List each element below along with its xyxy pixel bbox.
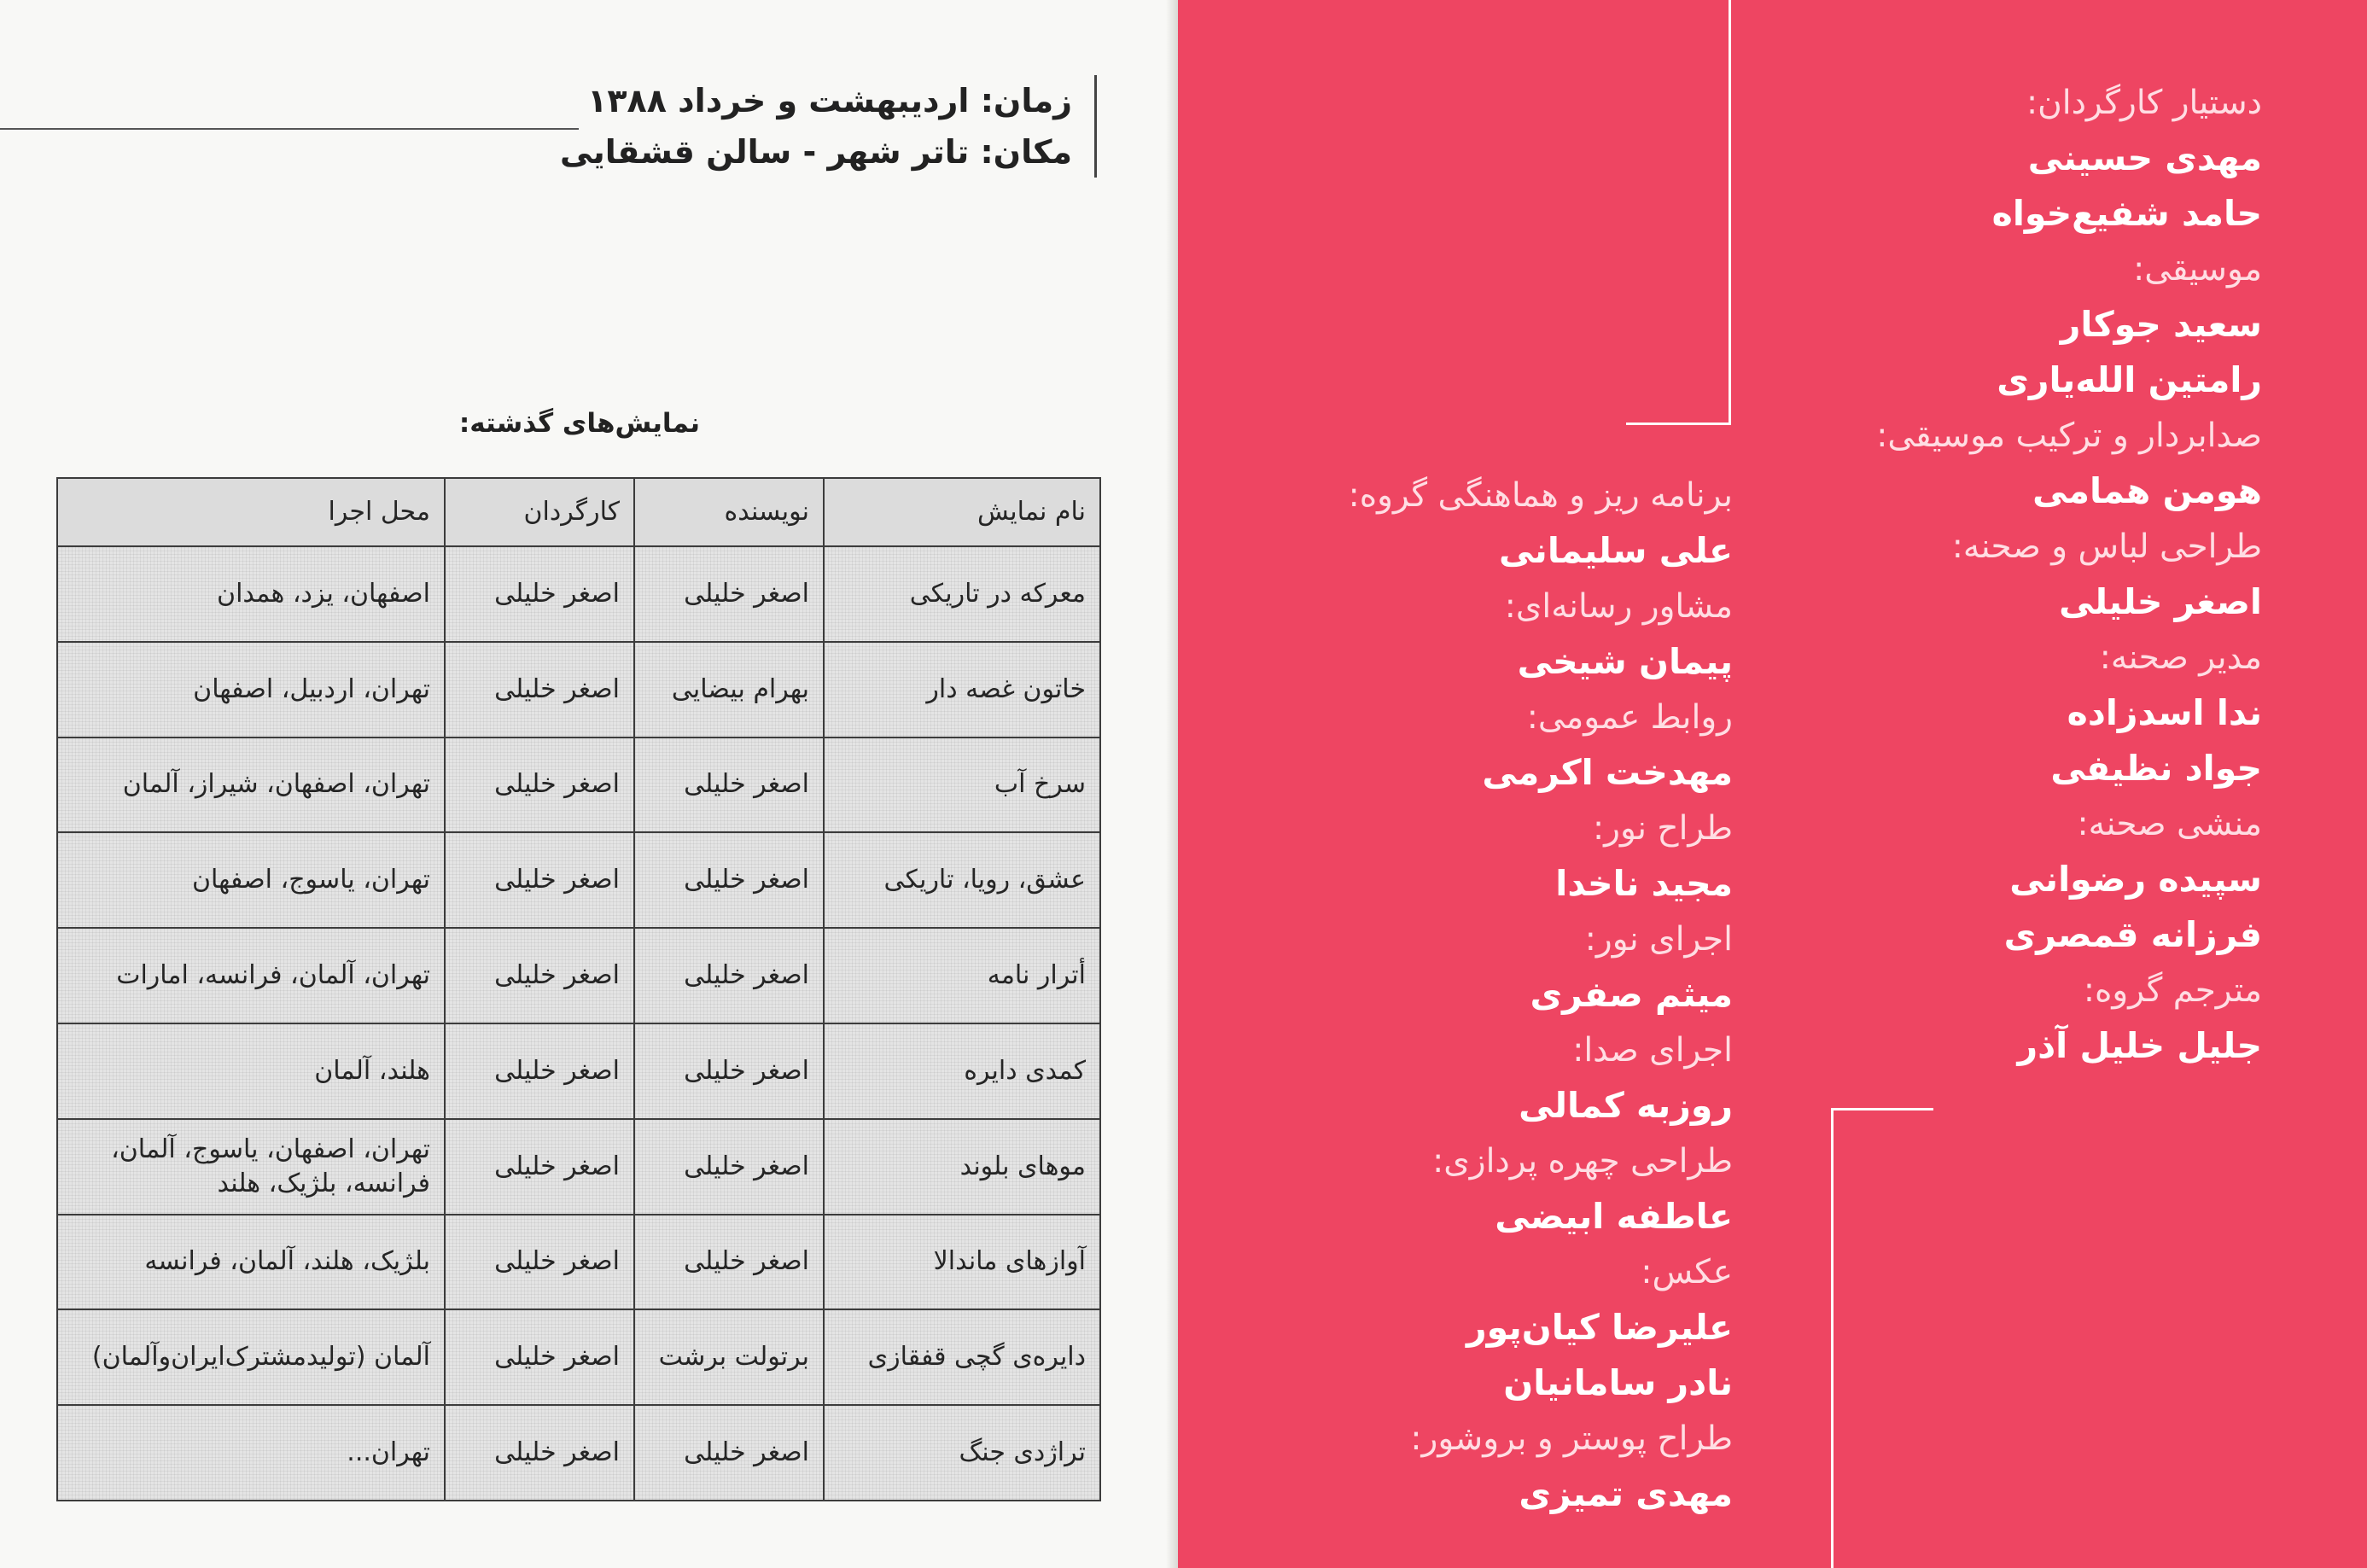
credit-role: صدابردار و ترکیب موسیقی:: [1876, 417, 2262, 455]
table-cell: تهران، اردبیل، اصفهان: [57, 642, 445, 737]
performance-time: زمان: اردیبهشت و خرداد ۱۳۸۸: [587, 82, 1072, 119]
table-row: [57, 642, 1100, 737]
performance-place: مکان: تاتر شهر - سالن قشقایی: [560, 133, 1072, 171]
credit-role: مشاور رسانه‌ای:: [1504, 587, 1733, 626]
table-cell: اصغر خلیلی: [634, 546, 824, 642]
column-header: محل اجرا: [57, 478, 445, 546]
table-cell: آوازهای ماندالا: [824, 1215, 1100, 1310]
past-shows-body: [57, 546, 1100, 1501]
table-cell: اصغر خلیلی: [634, 1215, 824, 1310]
table-row: [57, 1309, 1100, 1405]
table-cell: اصغر خلیلی: [445, 1215, 634, 1310]
divider-line: [1831, 1108, 1834, 1568]
table-row: [57, 1023, 1100, 1119]
table-cell: اصغر خلیلی: [634, 928, 824, 1023]
credit-name: هومن همامی: [2032, 470, 2262, 511]
table-cell: کمدی دایره: [824, 1023, 1100, 1119]
table-cell: اصغر خلیلی: [634, 737, 824, 833]
table-cell: تراژدی جنگ: [824, 1405, 1100, 1501]
credit-name: اصغر خلیلی: [2059, 581, 2262, 622]
table-cell: اصفهان، یزد، همدان: [57, 546, 445, 642]
left-page: [0, 0, 1176, 1568]
table-cell: تهران، اصفهان، شیراز، آلمان: [57, 737, 445, 833]
credit-name: فرزانه قمصری: [2003, 914, 2262, 955]
table-cell: اصغر خلیلی: [445, 642, 634, 737]
column-header: نام نمایش: [824, 478, 1100, 546]
divider-line: [1831, 1108, 1933, 1110]
performance-info: [560, 75, 1097, 178]
table-cell: اصغر خلیلی: [634, 832, 824, 928]
table-cell: اصغر خلیلی: [445, 832, 634, 928]
credit-name: مهدخت اکرمی: [1482, 752, 1733, 793]
table-cell: هلند، آلمان: [57, 1023, 445, 1119]
table-cell: اصغر خلیلی: [445, 546, 634, 642]
table-cell: اصغر خلیلی: [445, 1309, 634, 1405]
table-cell: موهای بلوند: [824, 1119, 1100, 1215]
top-rule: [0, 128, 579, 130]
credit-name: پیمان شیخی: [1517, 641, 1733, 682]
credit-name: حامد شفیع‌خواه: [1991, 193, 2262, 234]
past-shows-table: [56, 477, 1101, 1501]
table-cell: آلمان (تولیدمشترک‌ایران‌وآلمان): [57, 1309, 445, 1405]
credits-column-left: [1110, 468, 1733, 1522]
credit-role: دستیار کارگردان:: [2026, 84, 2262, 122]
divider-line: [1729, 0, 1731, 425]
table-row: [57, 832, 1100, 928]
table-cell: اصغر خلیلی: [445, 928, 634, 1023]
divider-line: [1626, 423, 1731, 425]
table-cell: بلژیک، هلند، آلمان، فرانسه: [57, 1215, 445, 1310]
table-row: [57, 1215, 1100, 1310]
table-cell: تهران، یاسوج، اصفهان: [57, 832, 445, 928]
credit-role: مترجم گروه:: [2083, 971, 2262, 1010]
credit-name: رامتین الله‌یاری: [1997, 359, 2262, 400]
table-header-row: [57, 478, 1100, 546]
credit-name: مهدی حسینی: [2027, 137, 2262, 178]
credit-role: طراحی لباس و صحنه:: [1951, 528, 2262, 566]
table-cell: أترار نامه: [824, 928, 1100, 1023]
credits-column-right: [1784, 75, 2262, 1074]
table-cell: اصغر خلیلی: [445, 1023, 634, 1119]
table-row: [57, 1119, 1100, 1215]
credit-role: مدیر صحنه:: [2099, 638, 2262, 677]
table-cell: عشق، رویا، تاریکی: [824, 832, 1100, 928]
credit-name: علی سلیمانی: [1498, 530, 1733, 571]
credit-name: سپیده رضوانی: [2009, 859, 2262, 900]
credit-role: عکس:: [1641, 1253, 1733, 1291]
column-header: کارگردان: [445, 478, 634, 546]
credit-name: نادر سامانیان: [1503, 1362, 1733, 1403]
table-cell: بهرام بیضایی: [634, 642, 824, 737]
credit-role: موسیقی:: [2133, 250, 2262, 289]
table-cell: سرخ آب: [824, 737, 1100, 833]
table-cell: دایره‌ی گچی قفقازی: [824, 1309, 1100, 1405]
table-cell: اصغر خلیلی: [445, 737, 634, 833]
table-row: [57, 928, 1100, 1023]
credit-role: اجرای نور:: [1584, 920, 1733, 959]
credit-name: مجید ناخدا: [1555, 863, 1733, 904]
credit-name: عاطفه ابیضی: [1495, 1196, 1733, 1237]
credit-role: روابط عمومی:: [1526, 698, 1733, 737]
table-cell: اصغر خلیلی: [634, 1119, 824, 1215]
credit-role: برنامه ریز و هماهنگی گروه:: [1348, 476, 1733, 515]
credit-role: طراح نور:: [1593, 809, 1733, 848]
credit-name: روزبه کمالی: [1519, 1085, 1733, 1126]
credit-name: مهدی تمیزی: [1519, 1473, 1733, 1514]
table-row: [57, 546, 1100, 642]
credit-role: طراحی چهره پردازی:: [1432, 1142, 1733, 1180]
credit-role: اجرای صدا:: [1572, 1031, 1733, 1070]
credit-name: میثم صفری: [1530, 974, 1733, 1015]
table-cell: اصغر خلیلی: [445, 1405, 634, 1501]
table-cell: تهران، اصفهان، یاسوج، آلمان، فرانسه، بلژیک، هلند: [57, 1119, 445, 1215]
table-row: [57, 737, 1100, 833]
credit-name: جواد نظیفی: [2050, 748, 2262, 789]
credit-name: علیرضا کیان‌پور: [1466, 1307, 1733, 1348]
table-row: [57, 1405, 1100, 1501]
table-cell: اصغر خلیلی: [445, 1119, 634, 1215]
credit-name: جلیل خلیل آذر: [2017, 1025, 2262, 1066]
credit-role: طراح پوستر و بروشور:: [1410, 1419, 1733, 1458]
credit-name: سعید جوکار: [2060, 304, 2262, 345]
column-header: نویسنده: [634, 478, 824, 546]
credit-role: منشی صحنه:: [2077, 805, 2262, 843]
credit-name: ندا اسدزاده: [2067, 692, 2262, 733]
past-shows-title: نمایش‌های گذشته:: [458, 408, 700, 439]
table-cell: تهران، آلمان، فرانسه، امارات: [57, 928, 445, 1023]
table-cell: برتولت برشت: [634, 1309, 824, 1405]
table-cell: تهران...: [57, 1405, 445, 1501]
table-cell: خاتون غصه دار: [824, 642, 1100, 737]
table-cell: اصغر خلیلی: [634, 1023, 824, 1119]
table-cell: معرکه در تاریکی: [824, 546, 1100, 642]
table-cell: اصغر خلیلی: [634, 1405, 824, 1501]
